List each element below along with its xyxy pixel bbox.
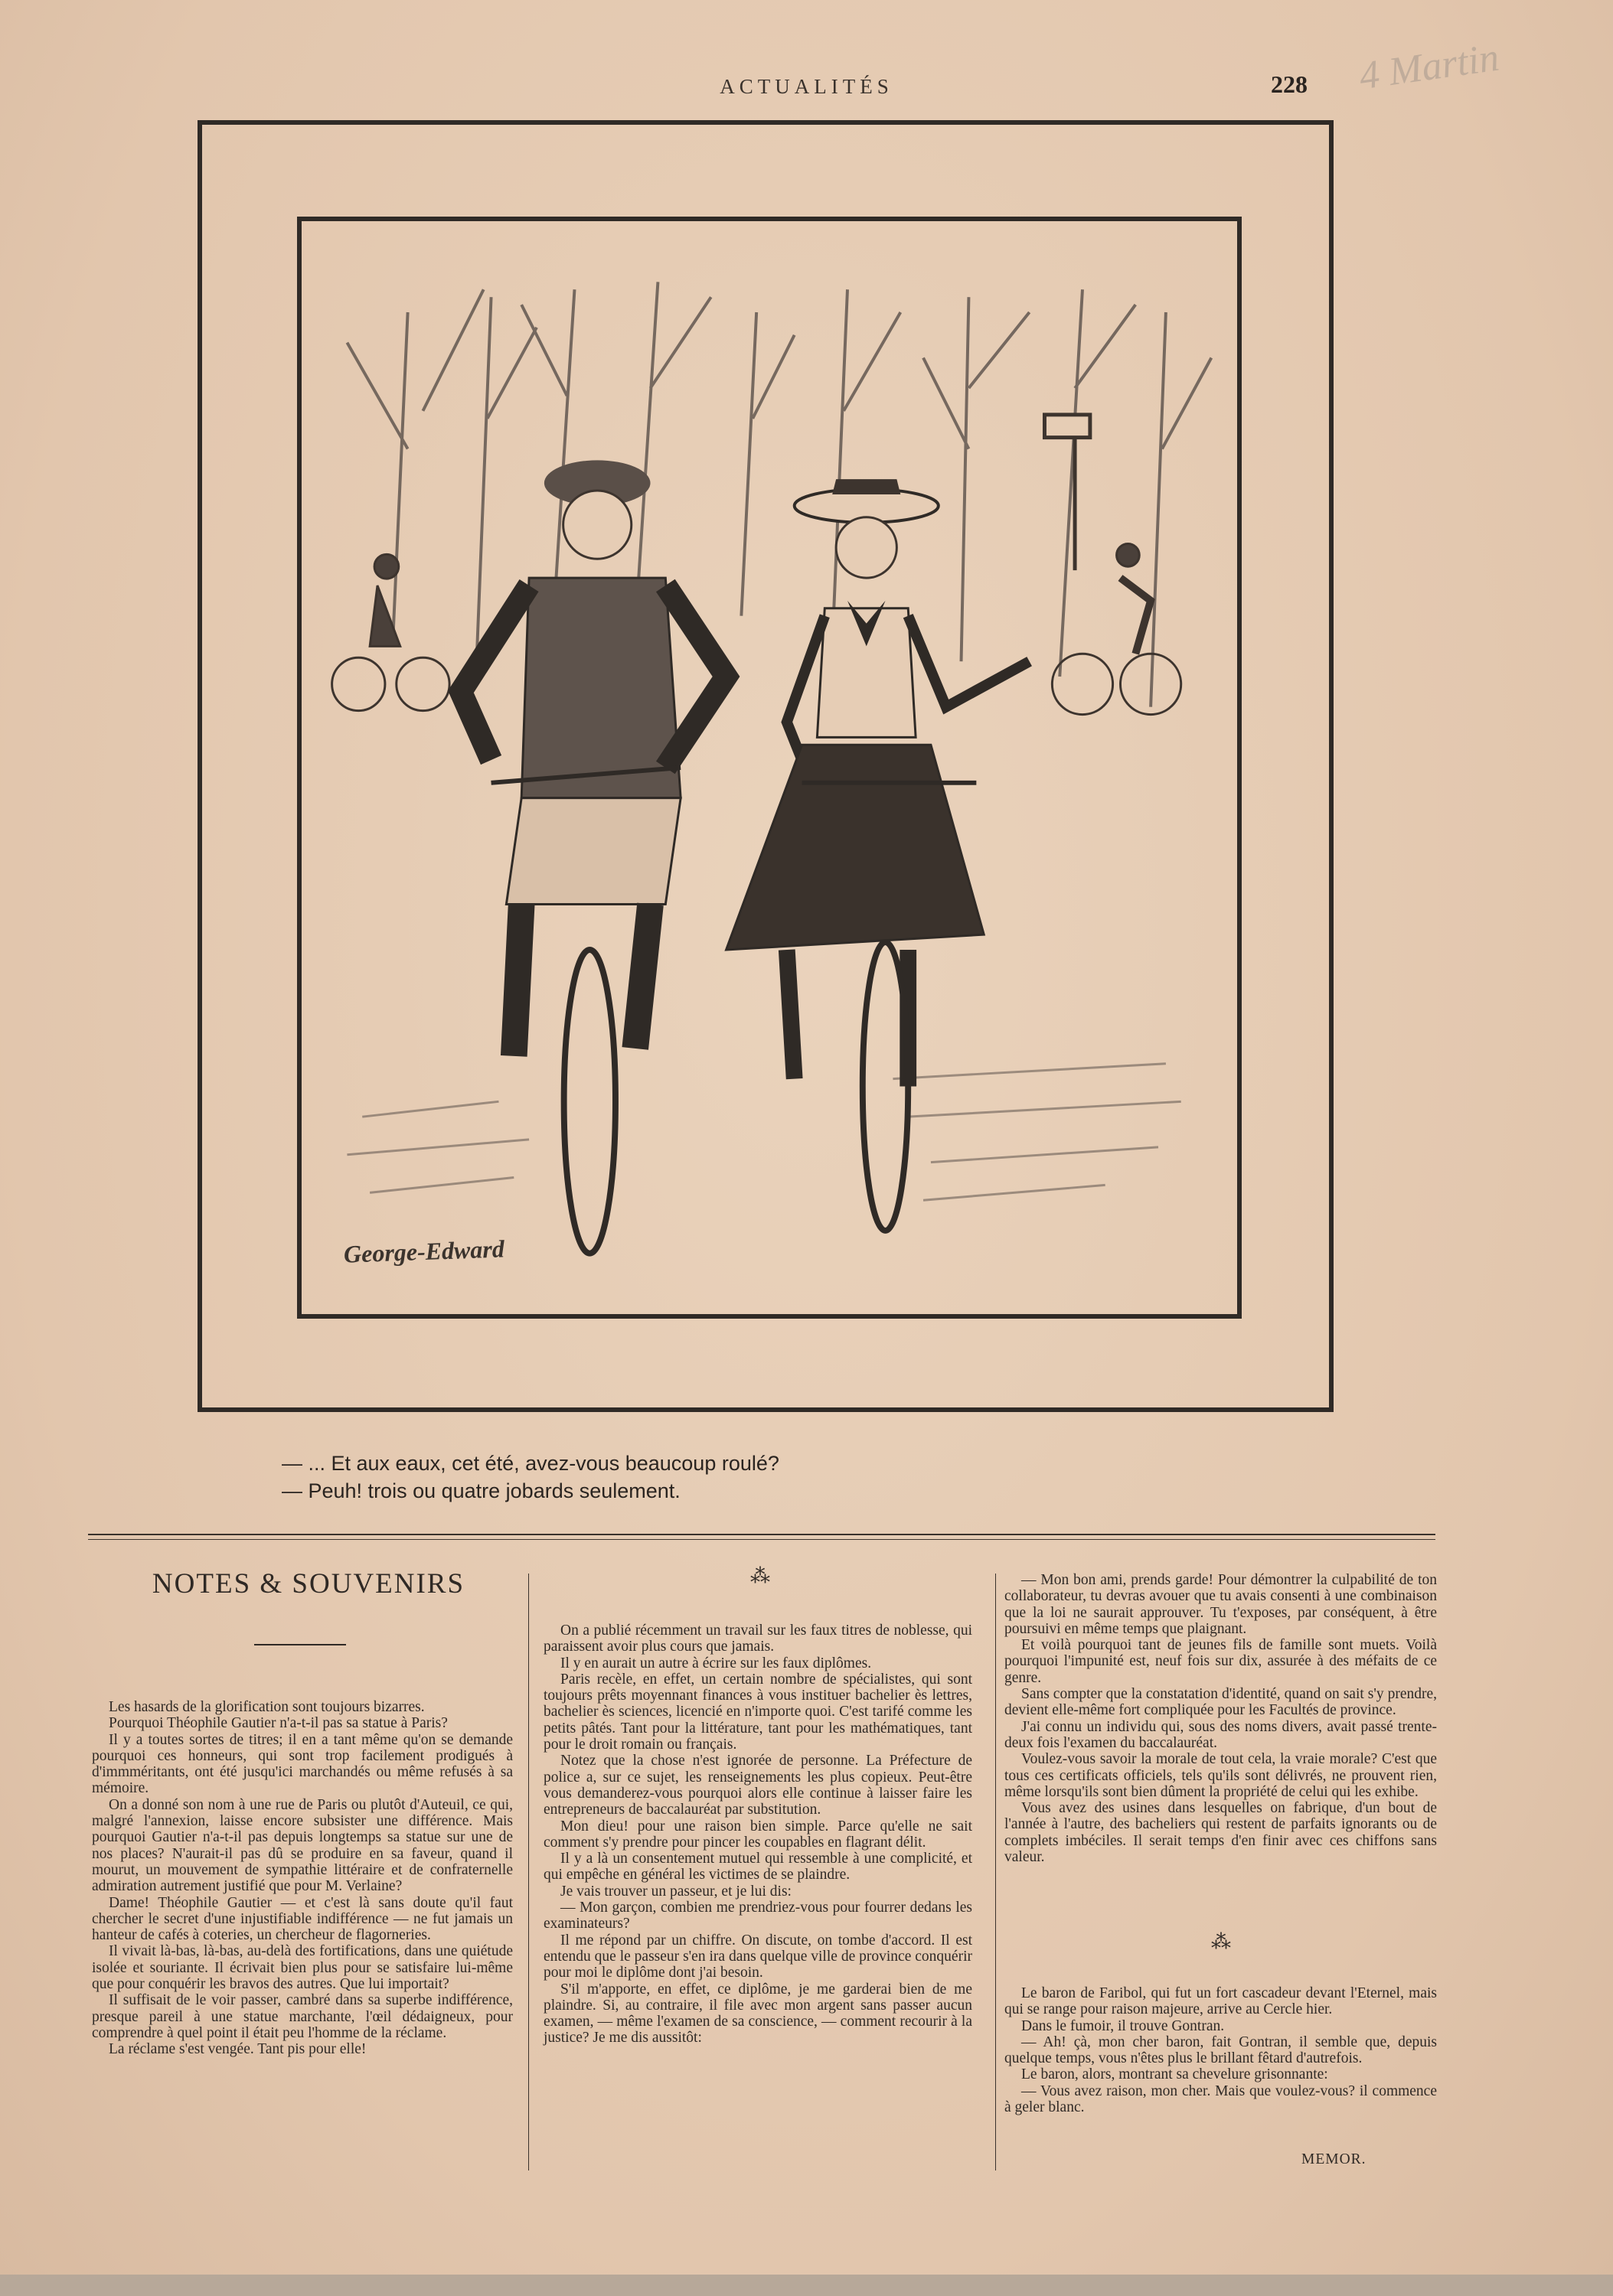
section-title: NOTES & SOUVENIRS	[152, 1568, 465, 1600]
caption-line-2: — Peuh! trois ou quatre jobards seulement.	[282, 1479, 681, 1502]
paragraph: Dame! Théophile Gautier — et c'est là sans doute qu'il faut chercher le secret d'une injustifiable indifférence — ne fut jamais un hanteur de cafés à coteries, un chercheur de flagorneries.	[92, 1894, 513, 1944]
paragraph: Pourquoi Théophile Gautier n'a-t-il pas sa statue à Paris?	[109, 1715, 448, 1732]
column-3-bottom	[1004, 1985, 1437, 2115]
paragraph: Mon dieu! pour une raison bien simple. Parce qu'elle ne sait comment s'y prendre pour pincer les coupables en flagrant délit.	[544, 1818, 972, 1851]
paragraph: S'il m'apporte, en effet, ce diplôme, je me garderai bien de me plaindre. Si, au contraire, il file avec mon argent sans passer aucun examen, — même l'examen de sa conscience, — comment recourir à la justice? Je me dis aussitôt:	[544, 1981, 972, 2047]
paragraph: — Vous avez raison, mon cher. Mais que voulez-vous? il commence à geler blanc.	[1004, 2082, 1437, 2116]
ground-shading	[347, 1064, 1180, 1201]
column-2	[544, 1623, 972, 2047]
illustration-caption	[282, 1450, 779, 1505]
paragraph: La réclame s'est vengée. Tant pis pour elle!	[109, 2041, 367, 2058]
paragraph: Vous avez des usines dans lesquelles on fabrique, d'un bout de l'année à l'autre, des bacheliers qui restent de parfaits ignorants ou de complets imbéciles. Il serait temps d'en finir avec ces chiffons sans valeur.	[1004, 1800, 1437, 1866]
man-cyclist	[461, 460, 727, 1253]
page-number: 228	[1271, 70, 1308, 98]
title-underline	[254, 1644, 346, 1645]
paragraph: Il y a toutes sortes de titres; il en a tant même qu'on se demande pourquoi ces honneurs, qui sont trop facilement prodigués à d'immméritants, ont été jusqu'ici marchandés ou même refusés à sa mémoire.	[92, 1731, 513, 1797]
section-rule-thin	[88, 1539, 1435, 1540]
artist-signature: George-Edward	[343, 1234, 505, 1268]
background-cyclist-left	[332, 554, 449, 710]
paragraph: Il suffisait de le voir passer, cambré dans sa superbe indifférence, presque pareil à une statue marchante, l'œil dédaigneux, pour comprendre à quel point il était peu l'homme de la réclame.	[92, 1992, 513, 2041]
paragraph: On a donné son nom à une rue de Paris ou plutôt d'Auteuil, ce qui, malgré l'annexion, laisse encore subsister une différence. Mais pourquoi Gautier n'a-t-il pas depuis longtemps sa statue sur une de nos places? N'aurait-il pas dû se produire en sa faveur, quand il mourut, un mouvement de sympathie littéraire et de confraternelle admiration autrement justifié que pour M. Verlaine?	[92, 1796, 513, 1895]
trees-sketch	[347, 282, 1211, 706]
paragraph: Le baron de Faribol, qui fut un fort cascadeur devant l'Eternel, mais qui se range pour raison majeure, arrive au Cercle hier.	[1004, 1985, 1437, 2018]
caption-line-1: — ... Et aux eaux, cet été, avez-vous beaucoup roulé?	[282, 1452, 779, 1475]
section-rule	[88, 1534, 1435, 1535]
asterism-col3: ⁂	[1211, 1931, 1231, 1953]
paragraph: — Ah! çà, mon cher baron, fait Gontran, il semble que, depuis quelque temps, vous n'êtes plus le brillant fêtard d'autrefois.	[1004, 2033, 1437, 2067]
column-separator-2	[995, 1574, 996, 2170]
paragraph: Et voilà pourquoi tant de jeunes fils de famille sont muets. Voilà pourquoi l'impunité est, neuf fois sur dix, assurée à des méfaits de ce genre.	[1004, 1637, 1437, 1686]
asterism-col2: ⁂	[750, 1565, 770, 1587]
paragraph: Il vivait là-bas, là-bas, au-delà des fortifications, dans une quiétude isolée et souriante. Il écrivait bien plus pour se satisfaire lui-même que pour conquérir les bravos des autres. Que lui importait?	[92, 1943, 513, 1993]
paragraph: — Mon garçon, combien me prendriez-vous pour fourrer dedans les examinateurs?	[544, 1900, 972, 1932]
illustration-inner-frame	[297, 217, 1242, 1319]
pencil-annotation: 4 Martin	[1356, 35, 1502, 99]
paragraph: Il me répond par un chiffre. On discute, on tombe d'accord. Il est entendu que le passeur s'en ira dans quelque ville de province conquérir pour moi le diplôme dont j'ai besoin.	[544, 1932, 972, 1981]
paragraph: Voulez-vous savoir la morale de tout cela, la vraie morale? C'est que tous ces certificats officiels, tels qu'ils sont délivrés, ne prouvent rien, même lorsqu'ils sont bien dûment la propriété de celui qui les exhibe.	[1004, 1751, 1437, 1800]
paragraph: On a publié récemment un travail sur les faux titres de noblesse, qui paraissent avoir plus cours que jamais.	[544, 1623, 972, 1655]
paragraph: Il y a là un consentement mutuel qui ressemble à une complicité, et qui empêche en général les victimes de se plaindre.	[544, 1851, 972, 1883]
paragraph: Sans compter que la constatation d'identité, quand on sait s'y prendre, devient elle-même fort compliquée pour les Facultés de province.	[1004, 1686, 1437, 1719]
paragraph: Paris recèle, en effet, un certain nombre de spécialistes, qui sont toujours prêts moyennant finances à vous instituer bachelier ès lettres, bachelier ès sciences, licencié en n'importe quoi. C'est tarifé comme les petits pâtés. Tant pour la littérature, tant pour les mathématiques, tant pour le droit romain ou français.	[544, 1671, 972, 1753]
running-head: ACTUALITÉS	[720, 75, 893, 98]
column-separator-1	[528, 1574, 529, 2170]
column-1	[92, 1699, 513, 2058]
column-3-top	[1004, 1572, 1437, 1865]
background-cyclist-right	[1052, 543, 1180, 714]
paragraph: J'ai connu un individu qui, sous des noms divers, avait passé trente-deux fois l'examen du baccalauréat.	[1004, 1718, 1437, 1751]
scan-edge	[0, 2275, 1613, 2296]
author-signature: MEMOR.	[1301, 2151, 1366, 2167]
paragraph: — Mon bon ami, prends garde! Pour démontrer la culpabilité de ton collaborateur, tu devras avouer que tu avais consenti à une combinaison que la loi ne saurait approuver. Tu t'exposes, par conséquent, à être poursuivi en même temps que plaignant.	[1004, 1572, 1437, 1637]
paragraph: Notez que la chose n'est ignorée de personne. La Préfecture de police a, sur ce sujet, les renseignements les plus copieux. Peut-être vous demanderez-vous pourquoi alors elle continue à laisser faire les entrepreneurs de baccalauréat par substitution.	[544, 1753, 972, 1818]
woman-cyclist	[727, 479, 1030, 1231]
cyclists-illustration	[302, 221, 1237, 1314]
paragraph: Les hasards de la glorification sont toujours bizarres.	[109, 1699, 425, 1715]
paragraph: Dans le fumoir, il trouve Gontran.	[1021, 2017, 1225, 2034]
paragraph: Je vais trouver un passeur, et je lui dis:	[560, 1883, 792, 1900]
paragraph: Il y en aurait un autre à écrire sur les faux diplômes.	[560, 1655, 872, 1671]
paragraph: Le baron, alors, montrant sa chevelure grisonnante:	[1021, 2066, 1328, 2083]
